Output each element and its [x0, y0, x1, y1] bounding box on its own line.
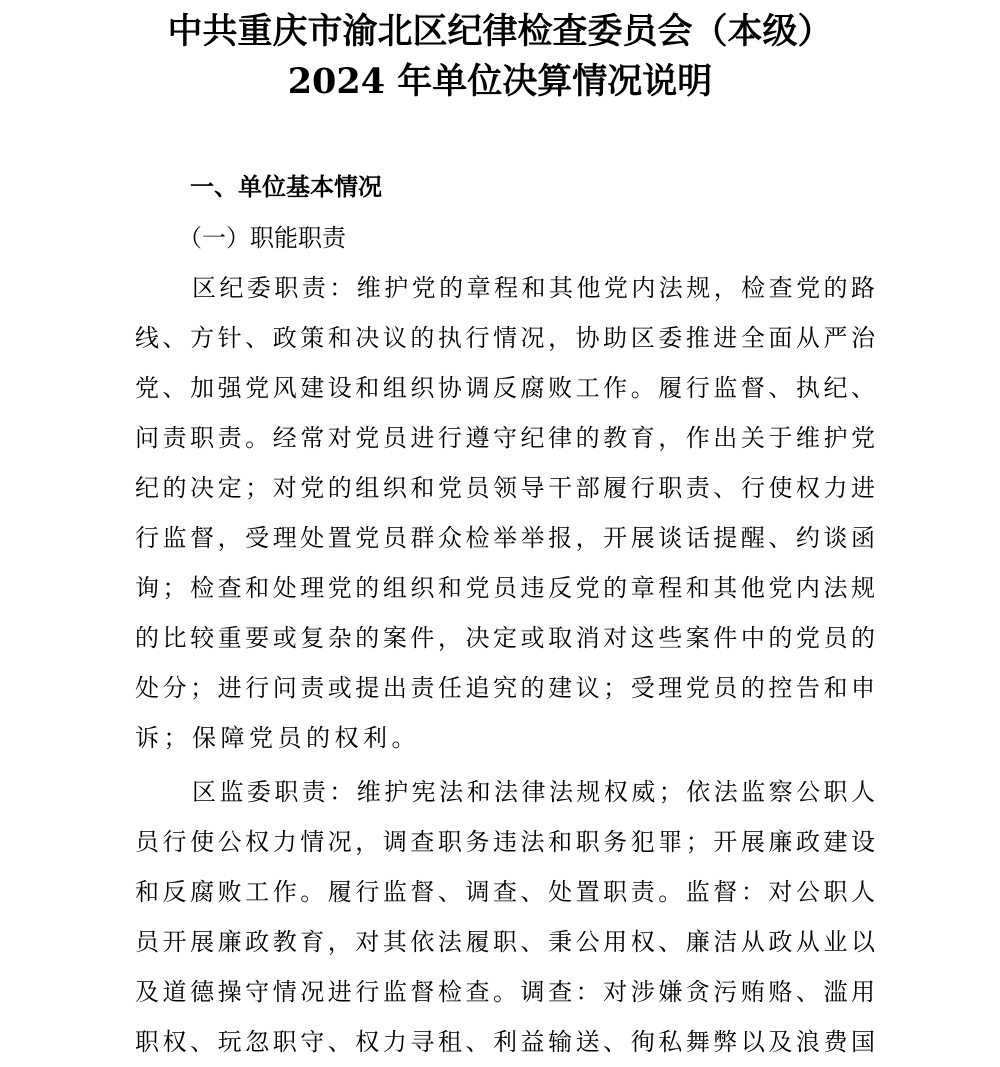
paragraph-supervisory-commission-duties	[135, 767, 875, 1067]
text-line: 处分；进行问责或提出责任追究的建议；受理党员的控告和申	[135, 674, 875, 702]
document-title-line-1: 中共重庆市渝北区纪律检查委员会（本级）	[167, 11, 833, 52]
text-line: 职权、玩忽职守、权力寻租、利益输送、徇私舞弊以及浪费国	[135, 1028, 875, 1056]
text-line: 问责职责。经常对党员进行遵守纪律的教育，作出关于维护党	[135, 424, 875, 452]
text-line: 区纪委职责：维护党的章程和其他党内法规，检查党的路	[192, 274, 875, 302]
section-heading: 一、单位基本情况	[190, 172, 382, 201]
subsection-heading: （一）职能职责	[178, 224, 346, 252]
text-line: 询；检查和处理党的组织和党员违反党的章程和其他党内法规	[135, 574, 875, 602]
text-line: 及道德操守情况进行监督检查。调查：对涉嫌贪污贿赂、滥用	[135, 978, 875, 1006]
text-line: 行监督，受理处置党员群众检举举报，开展谈话提醒、约谈函	[135, 524, 875, 552]
text-line: 党、加强党风建设和组织协调反腐败工作。履行监督、执纪、	[135, 374, 875, 402]
text-line: 诉；保障党员的权利。	[135, 724, 420, 752]
text-line: 的比较重要或复杂的案件，决定或取消对这些案件中的党员的	[135, 624, 875, 652]
text-line: 员开展廉政教育，对其依法履职、秉公用权、廉洁从政从业以	[135, 928, 875, 956]
text-line: 员行使公权力情况，调查职务违法和职务犯罪；开展廉政建设	[135, 828, 875, 856]
text-line: 纪的决定；对党的组织和党员领导干部履行职责、行使权力进	[135, 474, 875, 502]
text-line: 线、方针、政策和决议的执行情况，协助区委推进全面从严治	[135, 324, 875, 352]
document-title-line-2: 2024 年单位决算情况说明	[287, 61, 713, 102]
paragraph-discipline-commission-duties	[135, 263, 875, 763]
text-line: 区监委职责：维护宪法和法律法规权威；依法监察公职人	[192, 778, 875, 806]
text-line: 和反腐败工作。履行监督、调查、处置职责。监督：对公职人	[135, 878, 875, 906]
